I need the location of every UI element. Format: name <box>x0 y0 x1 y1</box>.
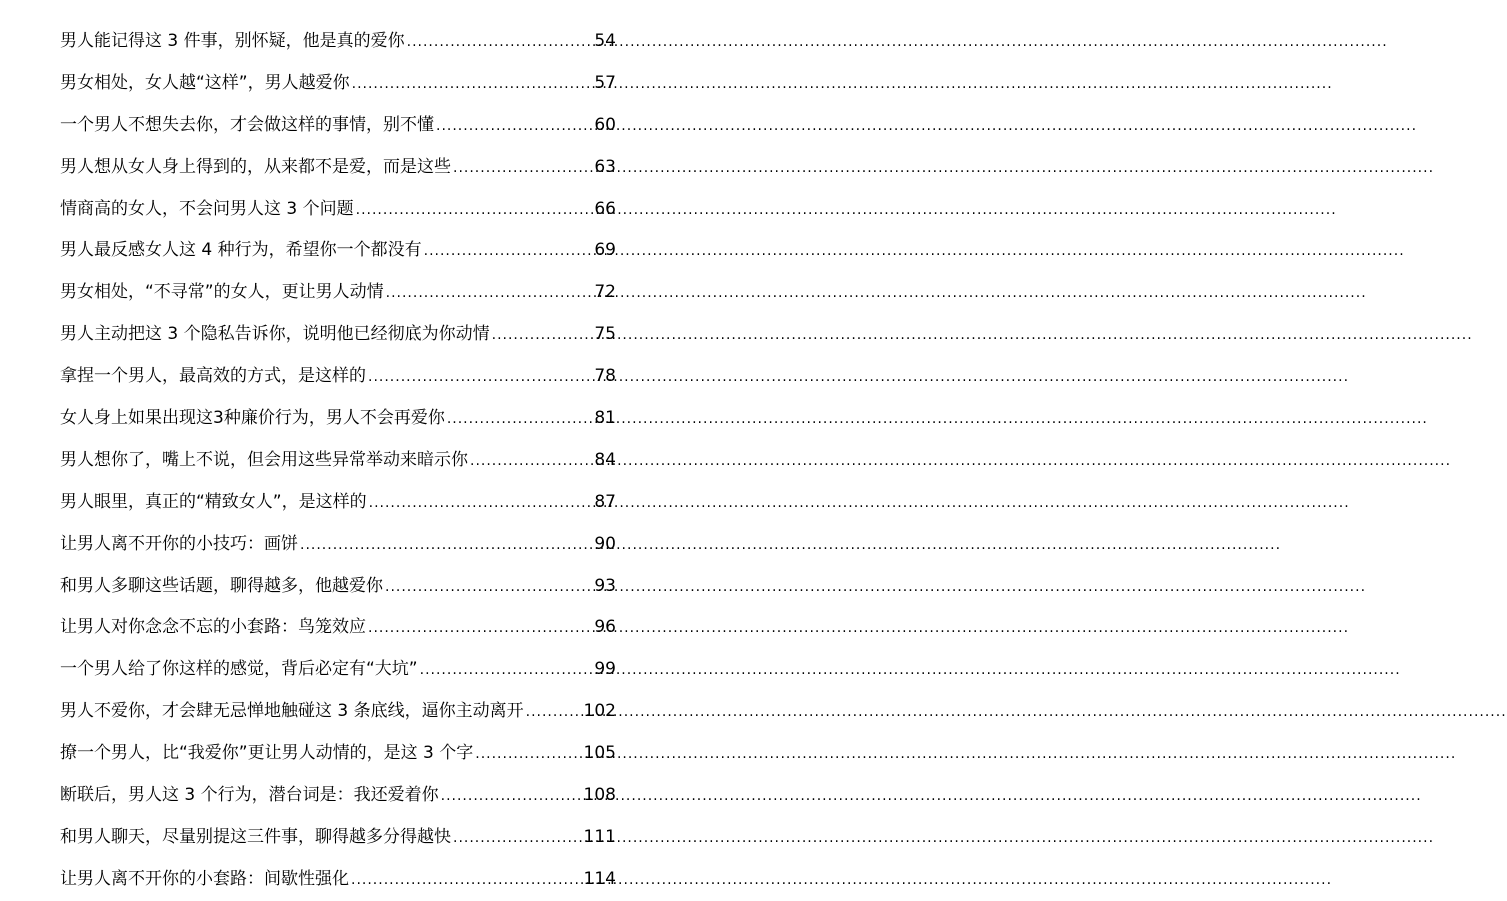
dot-leader <box>368 607 592 629</box>
entry-title: 情商高的女人，不会问男人这 3 个问题 <box>60 198 354 219</box>
page-number: 78 <box>594 366 616 387</box>
dot-leader <box>368 356 592 378</box>
table-of-contents <box>60 21 616 901</box>
entry-title: 和男人多聊这些话题，聊得越多，他越爱你 <box>60 575 383 596</box>
page-number: 54 <box>594 31 616 51</box>
toc-entry[interactable] <box>60 607 616 649</box>
entry-title: 男女相处，女人越“这样”，男人越爱你 <box>60 72 350 93</box>
toc-entry[interactable] <box>60 63 616 105</box>
entry-title: 让男人对你念念不忘的小套路：鸟笼效应 <box>60 617 366 638</box>
dot-leader <box>407 21 593 43</box>
entry-title: 男人想你了，嘴上不说，但会用这些异常举动来暗示你 <box>60 449 468 470</box>
entry-title: 一个男人给了你这样的感觉，背后必定有“大坑” <box>60 659 418 680</box>
page-number: 108 <box>583 785 616 806</box>
toc-entry[interactable] <box>60 691 616 733</box>
toc-entry[interactable] <box>60 189 616 231</box>
toc-entry[interactable] <box>60 859 616 901</box>
entry-title: 女人身上如果出现这3种廉价行为，男人不会再爱你 <box>60 408 445 429</box>
page-number: 66 <box>594 198 616 219</box>
entry-title: 一个男人不想失去你，才会做这样的事情，别不懂 <box>60 114 434 135</box>
toc-entry[interactable] <box>60 147 616 189</box>
page-number: 60 <box>594 114 616 135</box>
toc-entry[interactable] <box>60 566 616 608</box>
entry-title: 男人最反感女人这 4 种行为，希望你一个都没有 <box>60 240 422 261</box>
dot-leader <box>351 859 582 881</box>
toc-entry[interactable] <box>60 105 616 147</box>
entry-title: 让男人离不开你的小套路：间歇性强化 <box>60 868 349 889</box>
page-number: 90 <box>594 533 616 554</box>
toc-entry[interactable] <box>60 482 616 524</box>
toc-entry[interactable] <box>60 21 616 63</box>
entry-title: 男女相处，“不寻常”的女人，更让男人动情 <box>60 282 384 303</box>
page-number: 72 <box>594 282 616 303</box>
page-number: 81 <box>594 408 616 429</box>
toc-entry[interactable] <box>60 314 616 356</box>
toc-entry[interactable] <box>60 356 616 398</box>
toc-entry[interactable] <box>60 398 616 440</box>
dot-leader <box>420 649 593 671</box>
dot-leader <box>385 566 592 588</box>
dot-leader <box>453 147 592 169</box>
toc-entry[interactable] <box>60 775 616 817</box>
toc-entry[interactable] <box>60 272 616 314</box>
entry-title: 拿捏一个男人，最高效的方式，是这样的 <box>60 366 366 387</box>
page-number: 87 <box>594 491 616 512</box>
entry-title: 男人不爱你，才会肆无忌惮地触碰这 3 条底线，逼你主动离开 <box>60 701 524 722</box>
page-number: 75 <box>594 324 616 345</box>
dot-leader <box>475 733 581 755</box>
toc-entry[interactable] <box>60 817 616 859</box>
toc-entry[interactable] <box>60 649 616 691</box>
dot-leader <box>300 524 592 546</box>
page-number: 57 <box>594 72 616 93</box>
entry-title: 让男人离不开你的小技巧：画饼 <box>60 533 298 554</box>
page-number: 111 <box>583 826 616 847</box>
dot-leader <box>356 189 593 211</box>
page-number: 102 <box>583 701 616 722</box>
dot-leader <box>453 817 582 839</box>
toc-entry[interactable] <box>60 440 616 482</box>
toc-entry[interactable] <box>60 230 616 272</box>
dot-leader <box>441 775 582 797</box>
dot-leader <box>492 314 593 336</box>
dot-leader <box>386 272 593 294</box>
entry-title: 撩一个男人，比“我爱你”更让男人动情的，是这 3 个字 <box>60 743 474 764</box>
entry-title: 男人想从女人身上得到的，从来都不是爱，而是这些 <box>60 156 451 177</box>
page-number: 93 <box>594 575 616 596</box>
entry-title: 男人主动把这 3 个隐私告诉你，说明他已经彻底为你动情 <box>60 324 490 345</box>
dot-leader <box>470 440 592 462</box>
page-number: 114 <box>583 868 616 889</box>
entry-title: 断联后，男人这 3 个行为，潜台词是：我还爱着你 <box>60 785 439 806</box>
page-number: 63 <box>594 156 616 177</box>
page-number: 69 <box>594 240 616 261</box>
toc-entry[interactable] <box>60 524 616 566</box>
entry-title: 男人能记得这 3 件事，别怀疑，他是真的爱你 <box>60 31 405 51</box>
entry-title: 和男人聊天，尽量别提这三件事，聊得越多分得越快 <box>60 826 451 847</box>
page-number: 96 <box>594 617 616 638</box>
dot-leader <box>424 230 593 252</box>
toc-entry[interactable] <box>60 733 616 775</box>
dot-leader <box>369 482 593 504</box>
dot-leader <box>436 105 592 127</box>
page-number: 84 <box>594 449 616 470</box>
dot-leader <box>447 398 593 420</box>
dot-leader <box>352 63 593 85</box>
page-number: 99 <box>594 659 616 680</box>
page-number: 105 <box>583 743 616 764</box>
entry-title: 男人眼里，真正的“精致女人”，是这样的 <box>60 491 367 512</box>
dot-leader <box>526 691 582 713</box>
